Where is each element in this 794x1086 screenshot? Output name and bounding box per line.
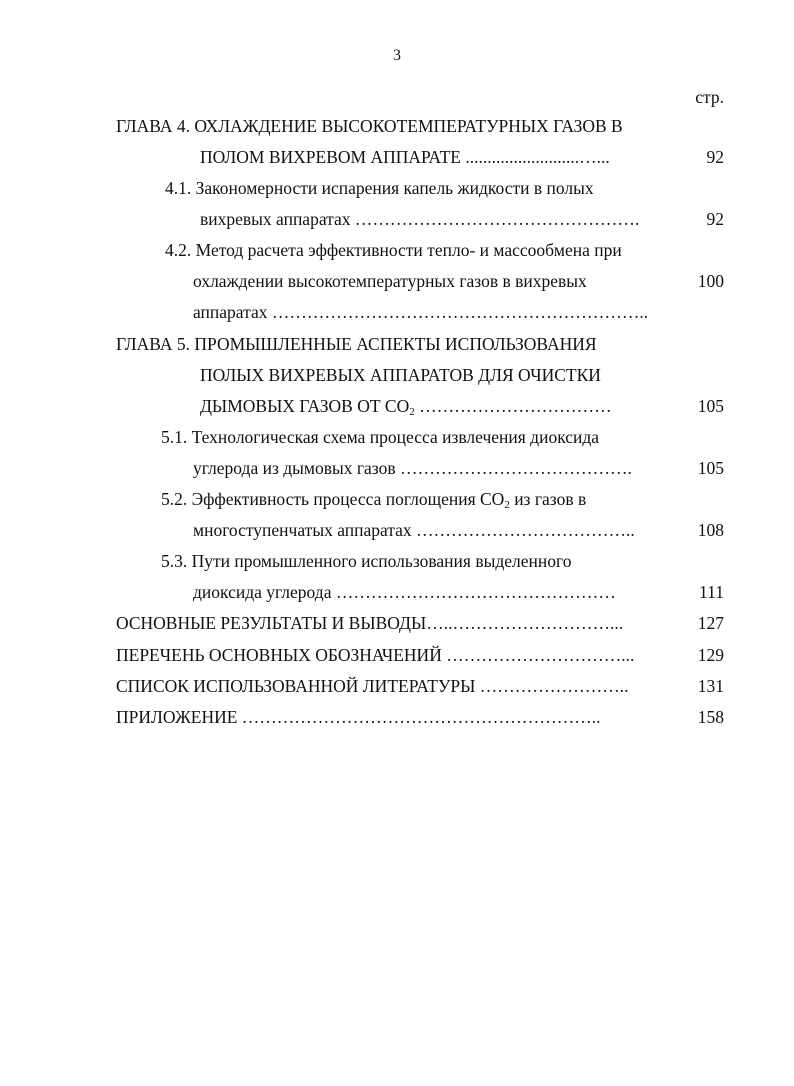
- toc-page-number: 127: [697, 613, 724, 633]
- page-number: 3: [393, 47, 401, 64]
- toc-page-number: 131: [697, 676, 724, 696]
- toc-line: [193, 519, 635, 541]
- toc-line: [116, 333, 597, 355]
- toc-line-text: углерода из дымовых газов ………………………………….: [193, 458, 632, 478]
- toc-page-number: 108: [697, 520, 724, 540]
- toc-line-text-after: из газов в: [509, 489, 587, 509]
- toc-line-text: ДЫМОВЫХ ГАЗОВ ОТ СО: [200, 396, 410, 416]
- toc-line-text: ПОЛЫХ ВИХРЕВЫХ АППАРАТОВ ДЛЯ ОЧИСТКИ: [200, 365, 601, 385]
- toc-line: [116, 675, 629, 697]
- toc-line-text: ПОЛОМ ВИХРЕВОМ АППАРАТЕ ..........................…...: [200, 147, 610, 167]
- toc-line: [193, 301, 648, 323]
- subscript: 2: [504, 499, 510, 511]
- page-column-label: стр.: [695, 87, 724, 107]
- toc-line-text: вихревых аппаратах ………………………………………….: [200, 209, 640, 229]
- toc-line-text: 5.1. Технологическая схема процесса извлечения диоксида: [161, 427, 600, 447]
- toc-line-text: ГЛАВА 4. ОХЛАЖДЕНИЕ ВЫСОКОТЕМПЕРАТУРНЫХ ГАЗОВ В: [116, 116, 623, 136]
- toc-line: [193, 457, 632, 479]
- toc-line-text: ГЛАВА 5. ПРОМЫШЛЕННЫЕ АСПЕКТЫ ИСПОЛЬЗОВАНИЯ: [116, 334, 597, 354]
- toc-line: [165, 239, 622, 261]
- toc-line: [161, 488, 586, 516]
- toc-line-text: аппаратах ………………………………………………………..: [193, 302, 649, 322]
- toc-page-number: 105: [697, 458, 724, 478]
- toc-line: [116, 644, 634, 666]
- toc-line-text: СПИСОК ИСПОЛЬЗОВАННОЙ ЛИТЕРАТУРЫ ……………………..: [116, 676, 629, 696]
- toc-line: [116, 612, 623, 634]
- toc-line: [200, 364, 601, 386]
- toc-line: [161, 550, 572, 572]
- toc-line: [165, 177, 594, 199]
- toc-page-number: 129: [697, 645, 724, 665]
- toc-line-text: ПРИЛОЖЕНИЕ ……………………………………………………..: [116, 707, 601, 727]
- toc-page-number: 92: [706, 209, 724, 229]
- toc-line-text: ПЕРЕЧЕНЬ ОСНОВНЫХ ОБОЗНАЧЕНИЙ …………………………...: [116, 645, 635, 665]
- toc-line-text: 5.3. Пути промышленного использования выделенного: [161, 551, 572, 571]
- toc-line-text: диоксида углерода …………………………………………: [193, 582, 616, 602]
- toc-line-text: 5.2. Эффективность процесса поглощения СО: [161, 489, 505, 509]
- toc-line: [200, 208, 639, 230]
- toc-page-number: 158: [697, 707, 724, 727]
- toc-line-text: охлаждении высокотемпературных газов в вихревых: [193, 271, 587, 291]
- toc-page-number: 92: [706, 147, 724, 167]
- toc-page-number: 100: [697, 271, 724, 291]
- toc-line: [193, 581, 616, 603]
- toc-line: [161, 426, 599, 448]
- toc-line: [200, 146, 610, 168]
- toc-line: [116, 115, 623, 137]
- toc-line: [193, 270, 587, 292]
- toc-page-number: 105: [697, 396, 724, 416]
- toc-line-text-after: ……………………………: [414, 396, 612, 416]
- toc-line: [116, 706, 601, 728]
- subscript: 2: [409, 406, 415, 418]
- toc-line-text: 4.2. Метод расчета эффективности тепло- и массообмена при: [165, 240, 622, 260]
- toc-line-text: 4.1. Закономерности испарения капель жидкости в полых: [165, 178, 594, 198]
- toc-line-text: ОСНОВНЫЕ РЕЗУЛЬТАТЫ И ВЫВОДЫ…..………………………...: [116, 613, 624, 633]
- toc-page-number: 111: [699, 582, 724, 602]
- toc-line: [200, 395, 612, 423]
- toc-line-text: многоступенчатых аппаратах ………………………………..: [193, 520, 635, 540]
